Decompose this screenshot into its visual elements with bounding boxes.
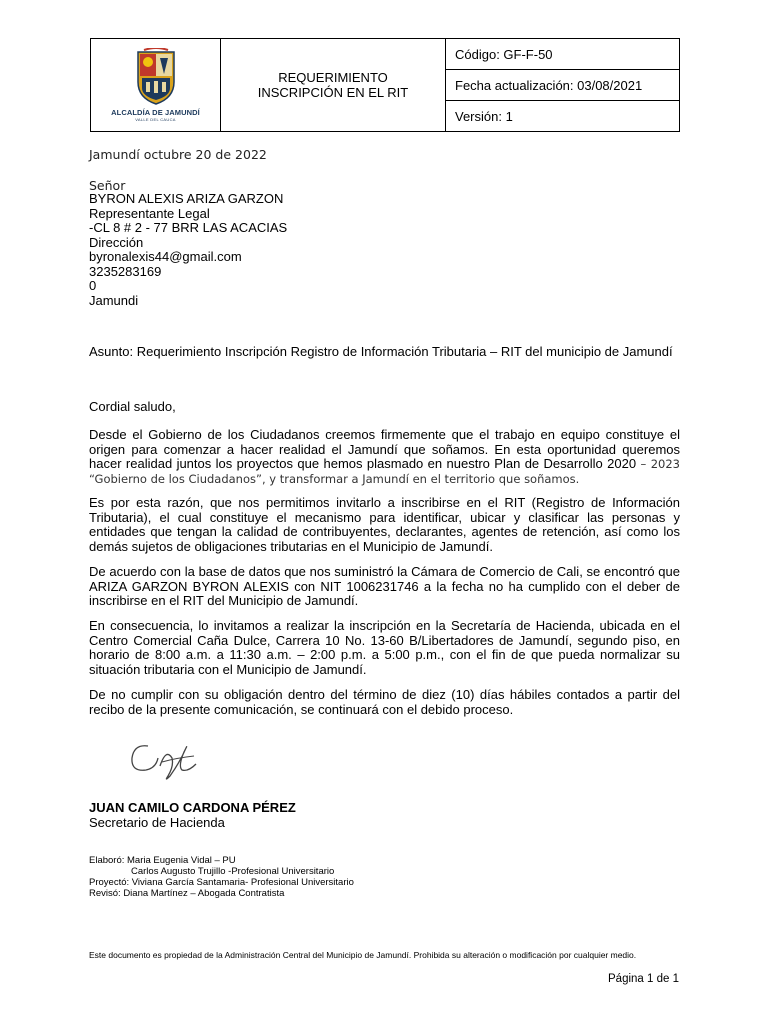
recipient-name: BYRON ALEXIS ARIZA GARZON (89, 191, 284, 206)
document-version: Versión: 1 (446, 101, 680, 132)
credit-elaboro: Elaboró: Maria Eugenia Vidal – PU (89, 855, 236, 866)
paragraph-2: Es por esta razón, que nos permitimos invitarlo a inscribirse en el RIT (Registro de Información Tributaria), el cual constituye el mecanismo para identificar, ubicar y clasificar las personas y entidades que tengan la calidad de contribuyentes, declarantes, agentes de retención, así como los demás sujetos de obligaciones tributarias en el Municipio de Jamundí. (89, 495, 680, 554)
document-title-cell (221, 39, 446, 132)
paragraph-1-tail: – 2023 “Gobierno de los Ciudadanos”, y transformar a Jamundí en el territorio que soñamos. (89, 457, 681, 486)
logo-cell (91, 39, 221, 132)
greeting: Cordial saludo, (89, 399, 176, 414)
signer-role: Secretario de Hacienda (89, 815, 225, 830)
municipal-coat-of-arms-icon (134, 48, 178, 106)
municipality-logo (91, 48, 220, 122)
footer-note: Este documento es propiedad de la Administración Central del Municipio de Jamundí. Prohibida su alteración o modificación por cualquier medio. (89, 950, 637, 960)
place-date: Jamundí octubre 20 de 2022 (89, 147, 267, 162)
paragraph-5: De no cumplir con su obligación dentro del término de diez (10) días hábiles contados a partir del recibo de la presente comunicación, se continuará con el debido proceso. (89, 687, 680, 717)
recipient-email: byronalexis44@gmail.com (89, 249, 242, 264)
handwritten-signature (126, 736, 206, 784)
recipient-address-label: Dirección (89, 234, 144, 250)
document-header-table (90, 38, 680, 132)
recipient-extra: 0 (89, 278, 97, 293)
credit-elaboro-2: Carlos Augusto Trujillo -Profesional Universitario (131, 866, 335, 877)
paragraph-4: En consecuencia, lo invitamos a realizar la inscripción en la Secretaría de Hacienda, ubicada en el Centro Comercial Caña Dulce, Carrera 10 No. 13-60 B/Libertadores de Jamundí, segundo piso, en horario de 8:00 a.m. a 11:30 a.m. – 2:00 p.m. a 5:00 p.m., con el fin de que pueda normalizar su situación tributaria con el Municipio de Jamundí. (89, 618, 680, 677)
logo-name: ALCALDÍA DE JAMUNDÍ (111, 108, 200, 117)
page-number: Página 1 de 1 (608, 973, 679, 985)
paragraph-1 (89, 428, 680, 486)
subject-line: Asunto: Requerimiento Inscripción Registro de Información Tributaria – RIT del municipio de Jamundí (89, 344, 673, 359)
recipient-role: Representante Legal (89, 205, 210, 221)
salutation-title: Señor (89, 178, 126, 193)
logo-subtitle: VALLE DEL CAUCA (135, 117, 176, 122)
credit-proyecto: Proyectó: Viviana García Santamaria- Profesional Universitario (89, 877, 354, 888)
document-credits (89, 855, 354, 899)
recipient-block (89, 192, 287, 308)
paragraph-3: De acuerdo con la base de datos que nos suministró la Cámara de Comercio de Cali, se encontró que ARIZA GARZON BYRON ALEXIS con NIT 1006231746 a la fecha no ha cumplido con el deber de inscribirse en el RIT del Municipio de Jamundí. (89, 564, 680, 608)
document-title: REQUERIMIENTO INSCRIPCIÓN EN EL RIT (257, 70, 409, 100)
document-code: Código: GF-F-50 (446, 39, 680, 70)
recipient-address: -CL 8 # 2 - 77 BRR LAS ACACIAS (89, 220, 288, 235)
document-updated-date: Fecha actualización: 03/08/2021 (446, 70, 680, 101)
credit-reviso: Revisó: Diana Martínez – Abogada Contratista (89, 888, 285, 899)
signer-name: JUAN CAMILO CARDONA PÉREZ (89, 800, 296, 815)
recipient-city: Jamundi (89, 292, 139, 308)
paragraph-1-main: Desde el Gobierno de los Ciudadanos creemos firmemente que el trabajo en equipo constituye el origen para comenzar a hacer realidad el Jamundí que soñamos. En esta oportunidad queremos hacer realidad juntos los proyectos que hemos plasmado en nuestro Plan de Desarrollo 2020 (89, 427, 680, 471)
recipient-phone: 3235283169 (89, 263, 162, 279)
